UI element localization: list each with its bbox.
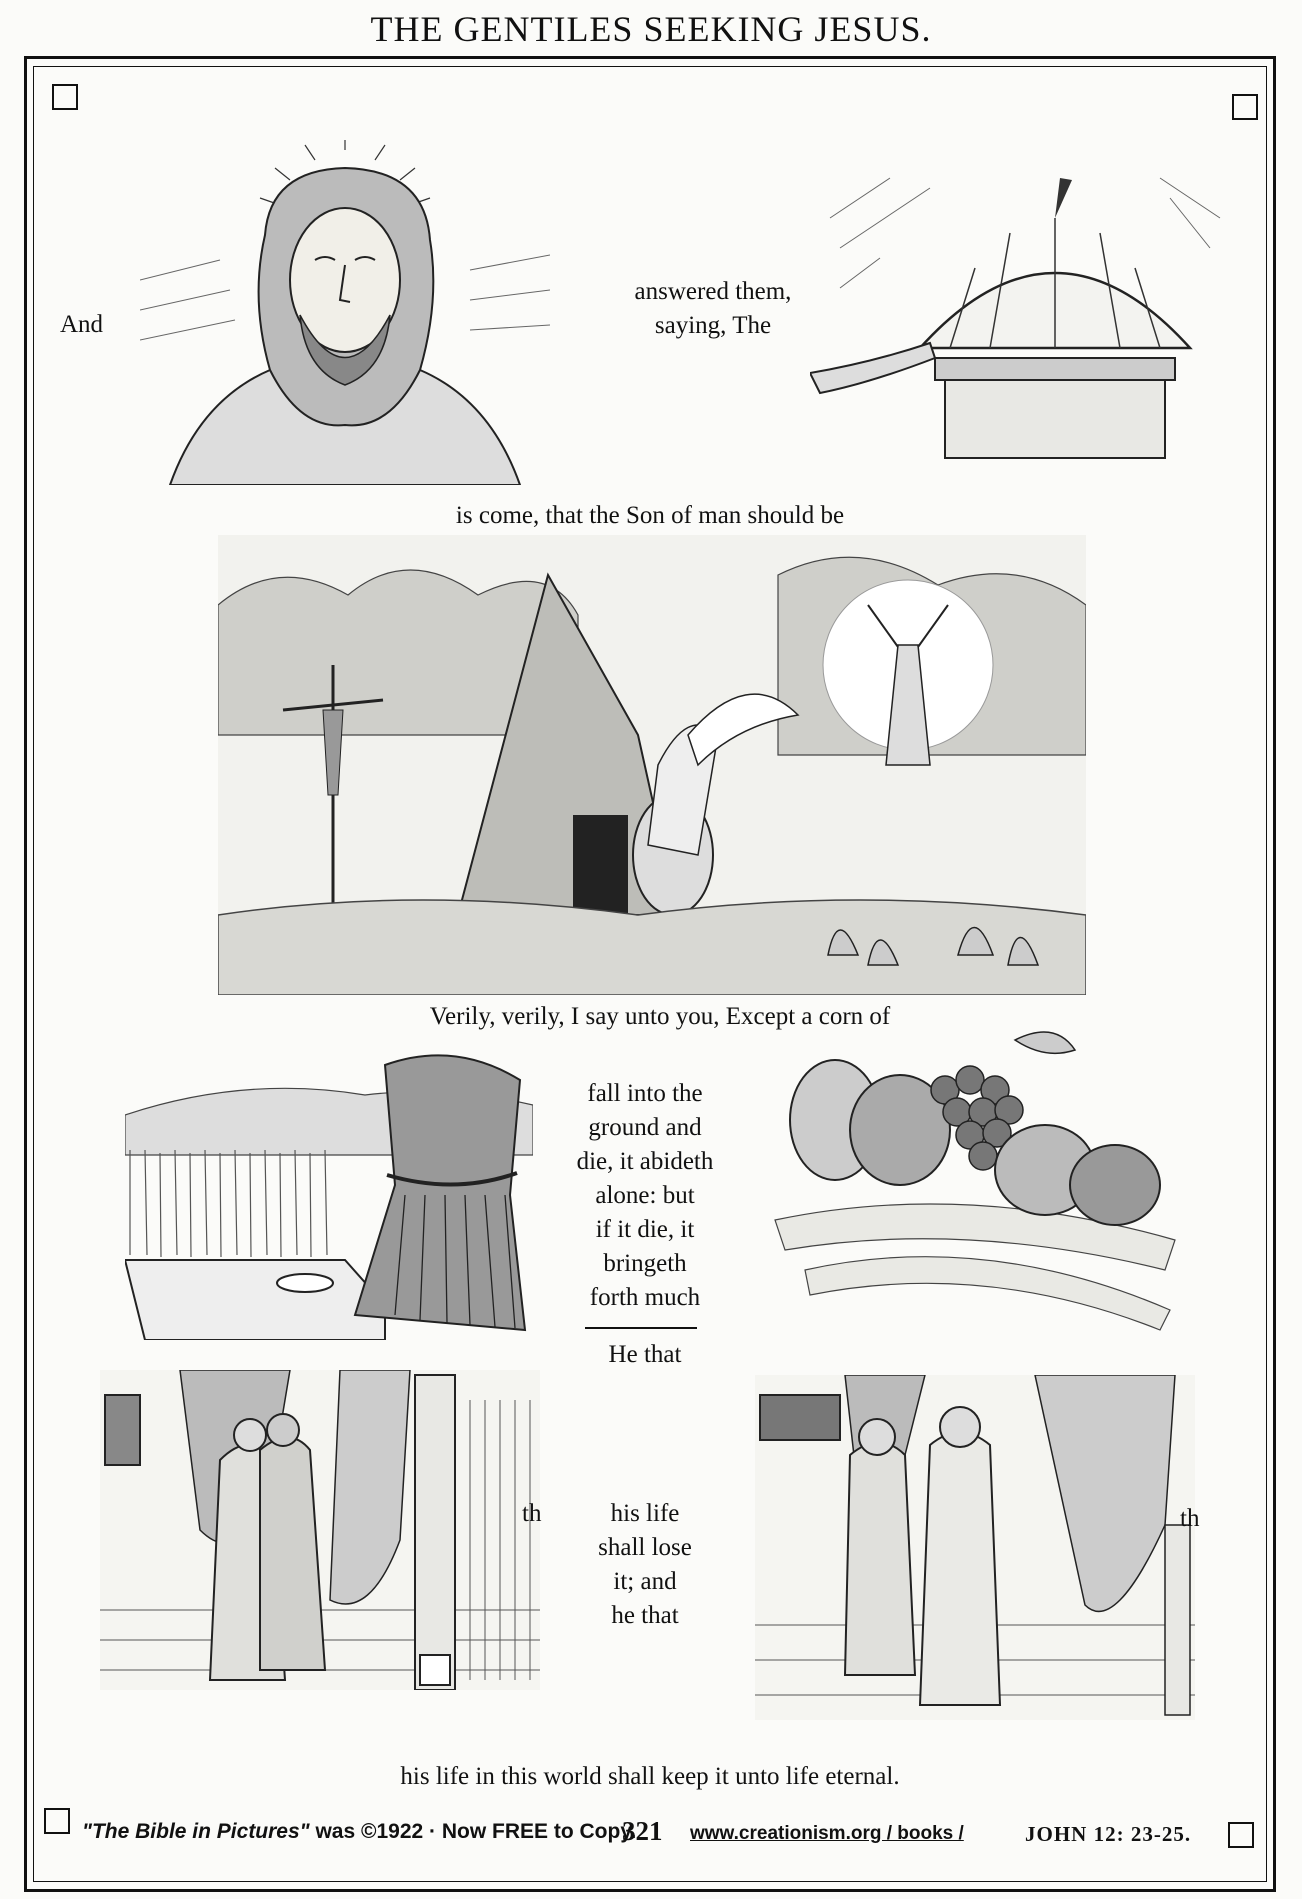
text-fall-line: ground and: [588, 1114, 702, 1141]
jesus-portrait-icon: [140, 140, 550, 485]
text-th-left: th: [522, 1500, 542, 1527]
text-fall-line: bringeth: [603, 1250, 687, 1277]
page-title: THE GENTILES SEEKING JESUS.: [370, 9, 932, 49]
wheat-sheaf-field-icon: [125, 1045, 533, 1340]
text-fall-line: forth much: [589, 1284, 701, 1311]
text-his-life-line: his life: [610, 1500, 680, 1527]
text-fall-line: die, it abideth: [576, 1148, 714, 1175]
text-th-right: th: [1180, 1505, 1200, 1532]
corner-ornament-top-right: [1232, 94, 1258, 120]
footer-page-number: 321: [622, 1816, 663, 1846]
hating-man-icon: [755, 1375, 1195, 1720]
divider-rule: [585, 1327, 697, 1329]
text-fall-block: [560, 1077, 730, 1315]
footer-website-link[interactable]: www.creationism.org / books /: [690, 1823, 964, 1844]
footer-book-title: "The Bible in Pictures": [82, 1820, 310, 1843]
text-is-come: is come, that the Son of man should be: [455, 502, 845, 529]
text-fall-line: alone: but: [595, 1182, 695, 1209]
corner-ornament-bottom-left: [44, 1808, 70, 1834]
text-final-line: his life in this world shall keep it unto life eternal.: [400, 1763, 900, 1790]
text-his-life-block: [560, 1497, 730, 1633]
embracing-man-icon: [100, 1370, 540, 1690]
text-fall-line: fall into the: [587, 1080, 703, 1107]
crucifixion-resurrection-scene-icon: [218, 535, 1086, 995]
footer-scripture-reference: JOHN 12: 23-25.: [1025, 1822, 1192, 1846]
text-answered-line1: answered them,: [634, 278, 792, 305]
corner-ornament-top-left: [52, 84, 78, 110]
text-and: And: [60, 311, 104, 338]
footer-copyright: was ©1922 · Now FREE to Copy.: [309, 1820, 637, 1843]
corner-ornament-bottom-right: [1228, 1822, 1254, 1848]
text-verily: Verily, verily, I say unto you, Except a corn of: [429, 1003, 891, 1030]
text-he-that-heading: He that: [608, 1341, 682, 1368]
text-answered-line2: saying, The: [654, 312, 772, 339]
footer-credit: [82, 1820, 636, 1844]
text-his-life-line: shall lose: [598, 1534, 692, 1561]
text-his-life-line: he that: [611, 1602, 679, 1629]
sundial-hour-icon: [810, 158, 1235, 463]
text-fall-line: if it die, it: [595, 1216, 695, 1243]
fruit-harvest-icon: [765, 1020, 1185, 1342]
text-his-life-line: it; and: [613, 1568, 677, 1595]
